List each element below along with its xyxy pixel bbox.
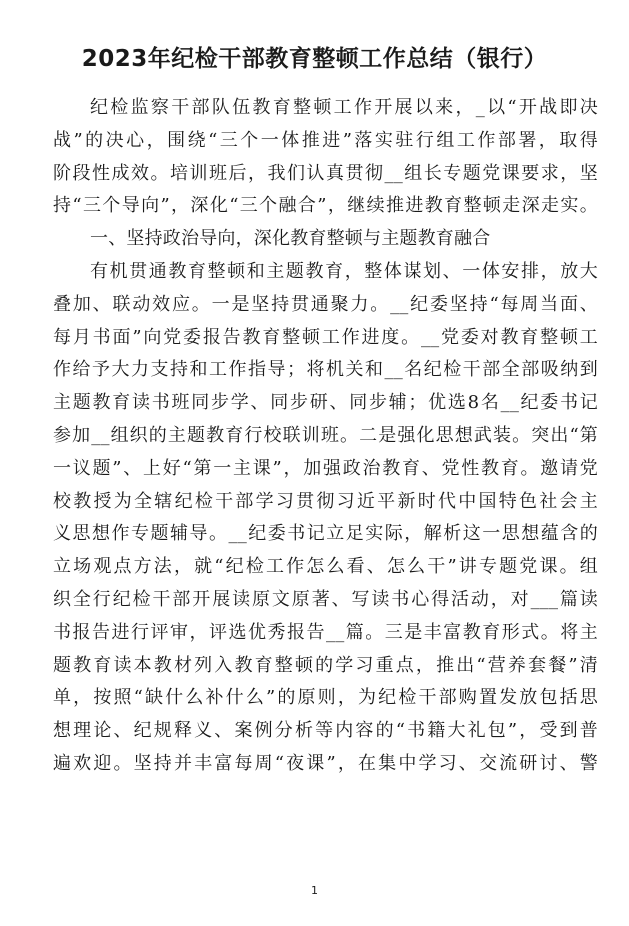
- paragraph-line: 单，按照“缺什么补什么”的原则，为纪检干部购置发放包括思: [53, 687, 598, 709]
- paragraph-line: 一议题”、上好“第一主课”，加强政治教育、党性教育。邀请党: [53, 457, 598, 479]
- paragraph-line: 每月书面”向党委报告教育整顿工作进度。__党委对教育整顿工: [53, 326, 598, 348]
- paragraph-line: 遍欢迎。坚持并丰富每周“夜课”，在集中学习、交流研讨、警: [53, 752, 598, 774]
- paragraph-line: 校教授为全辖纪检干部学习贯彻习近平新时代中国特色社会主: [53, 490, 598, 512]
- document-body: [53, 92, 598, 781]
- paragraph-line: 想理论、纪规释义、案例分析等内容的“书籍大礼包”，受到普: [53, 720, 598, 742]
- section-heading: 一、坚持政治导向，深化教育整顿与主题教育融合: [90, 228, 491, 250]
- paragraph-line: 阶段性成效。培训班后，我们认真贯彻__组长专题党课要求，坚: [53, 162, 598, 184]
- paragraph-line: 有机贯通教育整顿和主题教育，整体谋划、一体安排，放大: [90, 260, 598, 282]
- paragraph-line: 书报告进行评审，评选优秀报告__篇。三是丰富教育形式。将主: [53, 621, 598, 643]
- paragraph-line: 题教育读本教材列入教育整顿的学习重点，推出“营养套餐”清: [53, 654, 598, 676]
- paragraph-line: 作给予大力支持和工作指导；将机关和__名纪检干部全部吸纳到: [53, 359, 598, 381]
- paragraph-line: 持“三个导向”，深化“三个融合”，继续推进教育整顿走深走实。: [53, 195, 598, 217]
- paragraph-line: 战”的决心，围绕“三个一体推进”落实驻行组工作部署，取得: [53, 129, 598, 151]
- paragraph-line: 参加__组织的主题教育行校联训班。二是强化思想武装。突出“第: [53, 424, 598, 446]
- paragraph-line: 织全行纪检干部开展读原文原著、写读书心得活动，对___篇读: [53, 588, 598, 610]
- paragraph-line: 立场观点方法，就“纪检工作怎么看、怎么干”讲专题党课。组: [53, 556, 598, 578]
- paragraph-line: 主题教育读书班同步学、同步研、同步辅；优选8名__纪委书记: [53, 392, 598, 414]
- page-number: 1: [311, 884, 318, 897]
- paragraph-line: 纪检监察干部队伍教育整顿工作开展以来，_以“开战即决: [90, 97, 598, 118]
- paragraph-line: 叠加、联动效应。一是坚持贯通聚力。__纪委坚持“每周当面、: [53, 293, 598, 315]
- paragraph-line: 义思想作专题辅导。__纪委书记立足实际，解析这一思想蕴含的: [53, 523, 598, 545]
- document-title: 2023年纪检干部教育整顿工作总结（银行）: [81, 46, 548, 72]
